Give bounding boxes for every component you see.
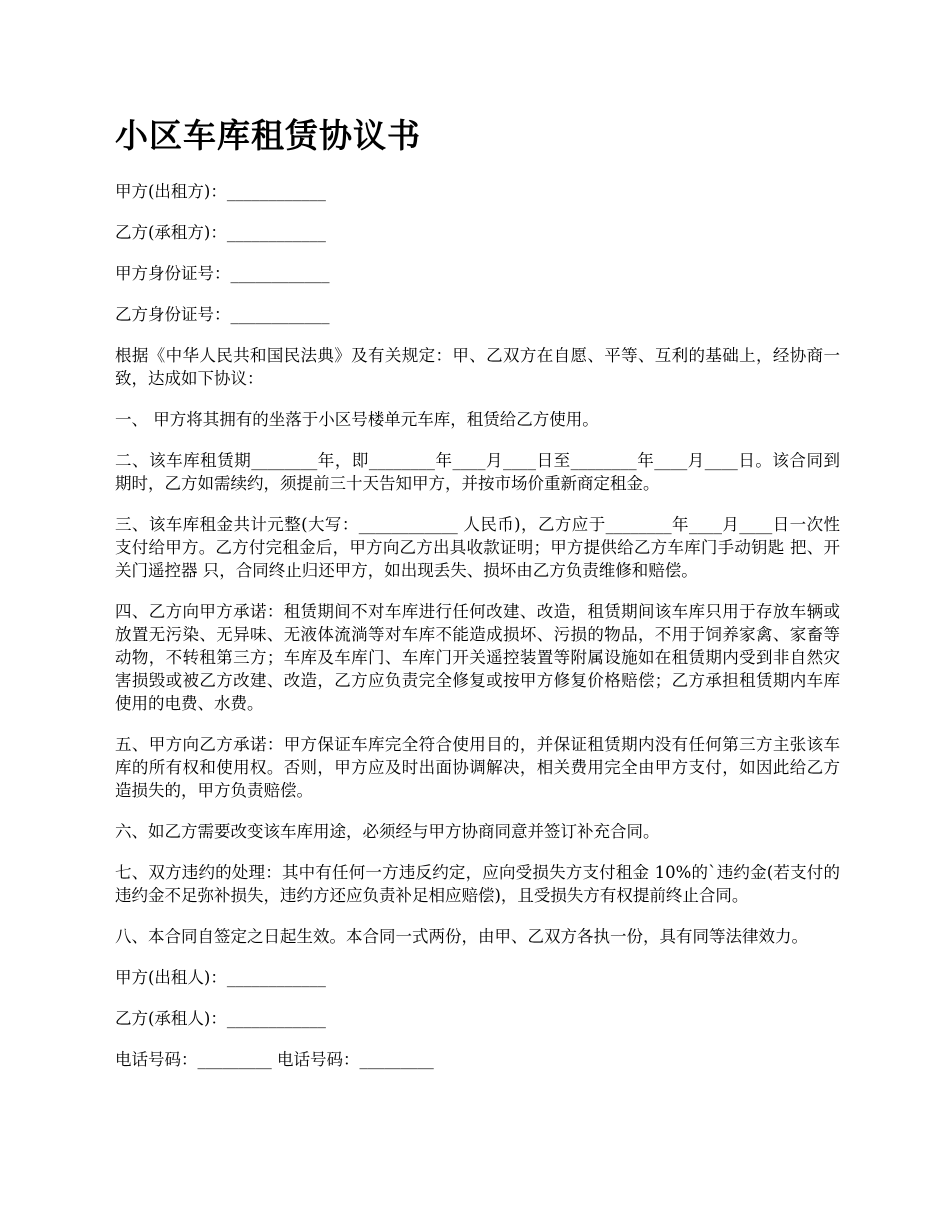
document-body bbox=[115, 112, 840, 1071]
lessee-id-field: 乙方身份证号：____________ bbox=[115, 305, 330, 324]
intro-paragraph: 根据《中华人民共和国民法典》及有关规定：甲、乙双方在自愿、平等、互利的基础上，经协商一致，达成如下协议： bbox=[115, 346, 840, 388]
clause-2: 二、该车库租赁期________年，即________年____月____日至________年____月____日。该合同到期时，乙方如需续约，须提前三十天告知甲方，并按市场价重新商定租金。 bbox=[115, 451, 841, 493]
clause-4: 四、乙方向甲方承诺：租赁期间不对车库进行任何改建、改造，租赁期间该车库只用于存放车辆或放置无污染、无异味、无液体流淌等对车库不能造成损坏、污损的物品，不用于饲养家禽、家畜等动物，不转租第三方；车库及车库门、车库门开关遥控装置等附属设施如在租赁期内受到非自然灾害损毁或被乙方改建、改造，乙方应负责完全修复或按甲方修复价格赔偿；乙方承担租赁期内车库使用的电费、水费。 bbox=[115, 602, 840, 713]
clause-3: 三、该车库租金共计元整(大写：____________ 人民币)，乙方应于________年____月____日一次性支付给甲方。乙方付完租金后，甲方向乙方出具收款证明；甲方提供给乙方车库门手动钥匙 把、开关门遥控器 只，合同终止归还甲方，如出现丢失、损坏由乙方负责维修和赔偿。 bbox=[115, 515, 840, 580]
clause-7: 七、双方违约的处理：其中有任何一方违反约定，应向受损失方支付租金 10%的`违约金(若支付的违约金不足弥补损失，违约方还应负责补足相应赔偿)，且受损失方有权提前终止合同。 bbox=[115, 863, 840, 905]
clause-5: 五、甲方向乙方承诺：甲方保证车库完全符合使用目的，并保证租赁期内没有任何第三方主张该车库的所有权和使用权。否则，甲方应及时出面协调解决，相关费用完全由甲方支付，如因此给乙方造损失的，甲方负责赔偿。 bbox=[115, 735, 840, 800]
clause-6: 六、如乙方需要改变该车库用途，必须经与甲方协商同意并签订补充合同。 bbox=[115, 822, 660, 841]
lessor-signature-field: 甲方(出租人)：____________ bbox=[115, 968, 326, 987]
phone-number-fields: 电话号码：_________ 电话号码：_________ bbox=[115, 1050, 434, 1069]
clause-1: 一、 甲方将其拥有的坐落于小区号楼单元车库，租赁给乙方使用。 bbox=[115, 410, 599, 429]
lessee-signature-field: 乙方(承租人)：____________ bbox=[115, 1009, 326, 1028]
lessor-id-field: 甲方身份证号：____________ bbox=[115, 264, 330, 283]
lessee-field: 乙方(承租方)：____________ bbox=[115, 223, 326, 242]
clause-8: 八、本合同自签定之日起生效。本合同一式两份，由甲、乙双方各执一份，具有同等法律效力。 bbox=[115, 927, 808, 946]
lessor-field: 甲方(出租方)：____________ bbox=[115, 182, 326, 201]
document-title: 小区车库租赁协议书 bbox=[115, 116, 421, 155]
